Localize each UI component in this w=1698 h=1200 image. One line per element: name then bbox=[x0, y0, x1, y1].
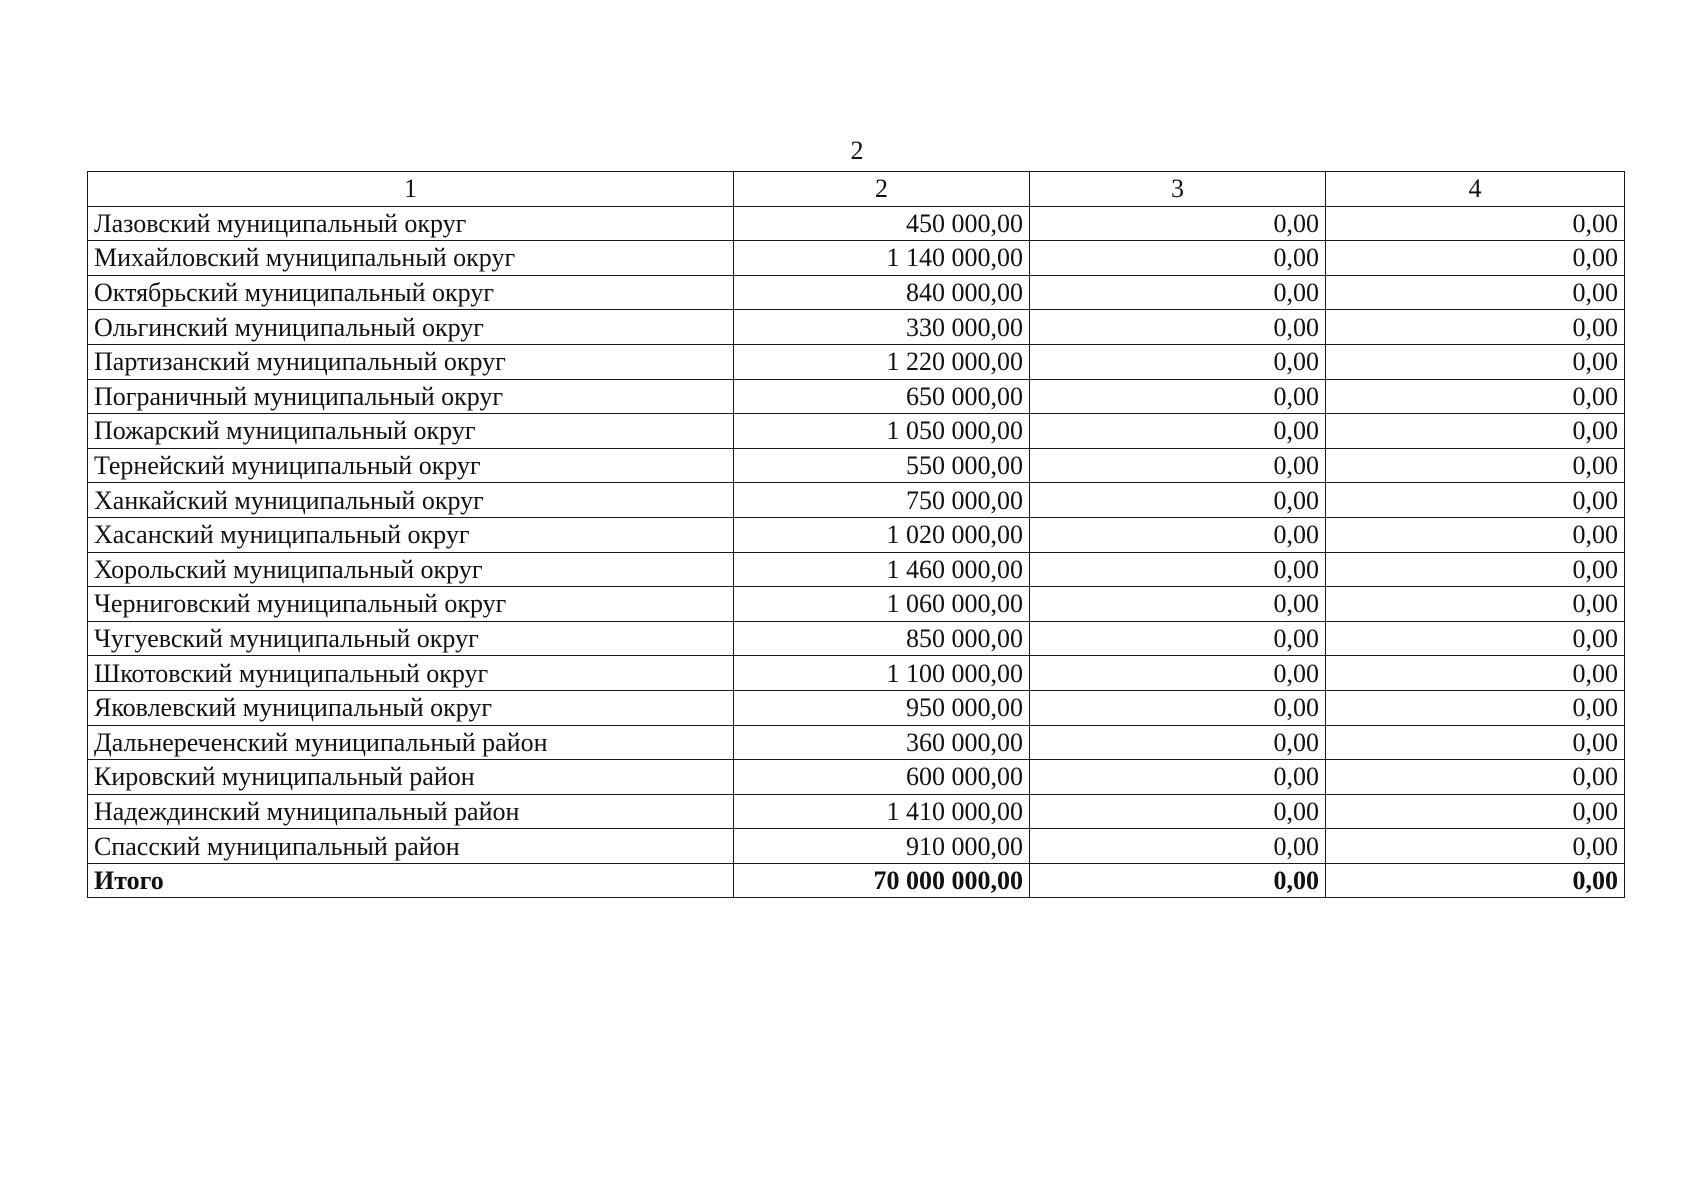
value-col-4: 0,00 bbox=[1326, 414, 1625, 449]
value-col-2: 600 000,00 bbox=[734, 760, 1030, 795]
value-col-3: 0,00 bbox=[1030, 517, 1326, 552]
column-header-3: 3 bbox=[1030, 172, 1326, 207]
value-col-4: 0,00 bbox=[1326, 241, 1625, 276]
value-col-2: 750 000,00 bbox=[734, 483, 1030, 518]
value-col-2: 1 050 000,00 bbox=[734, 414, 1030, 449]
total-value-col-3: 0,00 bbox=[1030, 863, 1326, 898]
municipality-name: Ольгинский муниципальный округ bbox=[88, 310, 734, 345]
table-row bbox=[88, 690, 1625, 725]
municipality-name: Пограничный муниципальный округ bbox=[88, 379, 734, 414]
value-col-3: 0,00 bbox=[1030, 760, 1326, 795]
value-col-3: 0,00 bbox=[1030, 344, 1326, 379]
total-value-col-2: 70 000 000,00 bbox=[734, 863, 1030, 898]
municipality-name: Черниговский муниципальный округ bbox=[88, 587, 734, 622]
table-row bbox=[88, 275, 1625, 310]
value-col-3: 0,00 bbox=[1030, 206, 1326, 241]
table-row bbox=[88, 760, 1625, 795]
value-col-4: 0,00 bbox=[1326, 725, 1625, 760]
table-row bbox=[88, 621, 1625, 656]
value-col-2: 550 000,00 bbox=[734, 448, 1030, 483]
value-col-3: 0,00 bbox=[1030, 552, 1326, 587]
municipality-name: Чугуевский муниципальный округ bbox=[88, 621, 734, 656]
value-col-3: 0,00 bbox=[1030, 725, 1326, 760]
value-col-3: 0,00 bbox=[1030, 587, 1326, 622]
table-row bbox=[88, 517, 1625, 552]
municipality-name: Пожарский муниципальный округ bbox=[88, 414, 734, 449]
value-col-4: 0,00 bbox=[1326, 310, 1625, 345]
value-col-3: 0,00 bbox=[1030, 829, 1326, 864]
column-header-2: 2 bbox=[734, 172, 1030, 207]
value-col-3: 0,00 bbox=[1030, 794, 1326, 829]
value-col-2: 450 000,00 bbox=[734, 206, 1030, 241]
municipality-name: Лазовский муниципальный округ bbox=[88, 206, 734, 241]
table-row bbox=[88, 483, 1625, 518]
value-col-4: 0,00 bbox=[1326, 483, 1625, 518]
municipality-name: Шкотовский муниципальный округ bbox=[88, 656, 734, 691]
municipality-name: Хасанский муниципальный округ bbox=[88, 517, 734, 552]
table-row bbox=[88, 725, 1625, 760]
municipality-name: Надеждинский муниципальный район bbox=[88, 794, 734, 829]
value-col-2: 1 100 000,00 bbox=[734, 656, 1030, 691]
municipality-name: Михайловский муниципальный округ bbox=[88, 241, 734, 276]
municipality-name: Яковлевский муниципальный округ bbox=[88, 690, 734, 725]
value-col-2: 850 000,00 bbox=[734, 621, 1030, 656]
value-col-3: 0,00 bbox=[1030, 656, 1326, 691]
table-row bbox=[88, 379, 1625, 414]
table-row bbox=[88, 552, 1625, 587]
value-col-3: 0,00 bbox=[1030, 483, 1326, 518]
total-label: Итого bbox=[88, 863, 734, 898]
value-col-4: 0,00 bbox=[1326, 656, 1625, 691]
total-value-col-4: 0,00 bbox=[1326, 863, 1625, 898]
value-col-2: 1 020 000,00 bbox=[734, 517, 1030, 552]
table-row bbox=[88, 656, 1625, 691]
value-col-4: 0,00 bbox=[1326, 760, 1625, 795]
data-table bbox=[87, 171, 1625, 898]
table-row bbox=[88, 310, 1625, 345]
header-row bbox=[88, 172, 1625, 207]
value-col-3: 0,00 bbox=[1030, 379, 1326, 414]
value-col-4: 0,00 bbox=[1326, 517, 1625, 552]
municipality-name: Партизанский муниципальный округ bbox=[88, 344, 734, 379]
value-col-2: 1 460 000,00 bbox=[734, 552, 1030, 587]
value-col-4: 0,00 bbox=[1326, 206, 1625, 241]
value-col-2: 1 140 000,00 bbox=[734, 241, 1030, 276]
value-col-3: 0,00 bbox=[1030, 241, 1326, 276]
column-header-4: 4 bbox=[1326, 172, 1625, 207]
value-col-2: 360 000,00 bbox=[734, 725, 1030, 760]
value-col-3: 0,00 bbox=[1030, 690, 1326, 725]
value-col-2: 1 220 000,00 bbox=[734, 344, 1030, 379]
value-col-4: 0,00 bbox=[1326, 448, 1625, 483]
value-col-4: 0,00 bbox=[1326, 344, 1625, 379]
table-row bbox=[88, 344, 1625, 379]
municipality-name: Хорольский муниципальный округ bbox=[88, 552, 734, 587]
table-row bbox=[88, 587, 1625, 622]
municipality-name: Ханкайский муниципальный округ bbox=[88, 483, 734, 518]
municipality-name: Кировский муниципальный район bbox=[88, 760, 734, 795]
table-row bbox=[88, 448, 1625, 483]
value-col-2: 1 410 000,00 bbox=[734, 794, 1030, 829]
value-col-3: 0,00 bbox=[1030, 621, 1326, 656]
municipality-name: Спасский муниципальный район bbox=[88, 829, 734, 864]
value-col-2: 840 000,00 bbox=[734, 275, 1030, 310]
table-row bbox=[88, 829, 1625, 864]
total-row bbox=[88, 863, 1625, 898]
table-row bbox=[88, 414, 1625, 449]
value-col-4: 0,00 bbox=[1326, 552, 1625, 587]
value-col-4: 0,00 bbox=[1326, 794, 1625, 829]
table-row bbox=[88, 206, 1625, 241]
value-col-4: 0,00 bbox=[1326, 275, 1625, 310]
page-number: 2 bbox=[850, 136, 864, 165]
value-col-2: 910 000,00 bbox=[734, 829, 1030, 864]
value-col-4: 0,00 bbox=[1326, 379, 1625, 414]
value-col-2: 330 000,00 bbox=[734, 310, 1030, 345]
value-col-3: 0,00 bbox=[1030, 310, 1326, 345]
municipality-name: Тернейский муниципальный округ bbox=[88, 448, 734, 483]
municipality-name: Дальнереченский муниципальный район bbox=[88, 725, 734, 760]
value-col-4: 0,00 bbox=[1326, 621, 1625, 656]
value-col-2: 950 000,00 bbox=[734, 690, 1030, 725]
column-header-1: 1 bbox=[88, 172, 734, 207]
value-col-2: 650 000,00 bbox=[734, 379, 1030, 414]
value-col-3: 0,00 bbox=[1030, 275, 1326, 310]
value-col-4: 0,00 bbox=[1326, 587, 1625, 622]
table-row bbox=[88, 241, 1625, 276]
value-col-3: 0,00 bbox=[1030, 414, 1326, 449]
table-row bbox=[88, 794, 1625, 829]
value-col-4: 0,00 bbox=[1326, 829, 1625, 864]
value-col-4: 0,00 bbox=[1326, 690, 1625, 725]
value-col-2: 1 060 000,00 bbox=[734, 587, 1030, 622]
value-col-3: 0,00 bbox=[1030, 448, 1326, 483]
municipality-name: Октябрьский муниципальный округ bbox=[88, 275, 734, 310]
